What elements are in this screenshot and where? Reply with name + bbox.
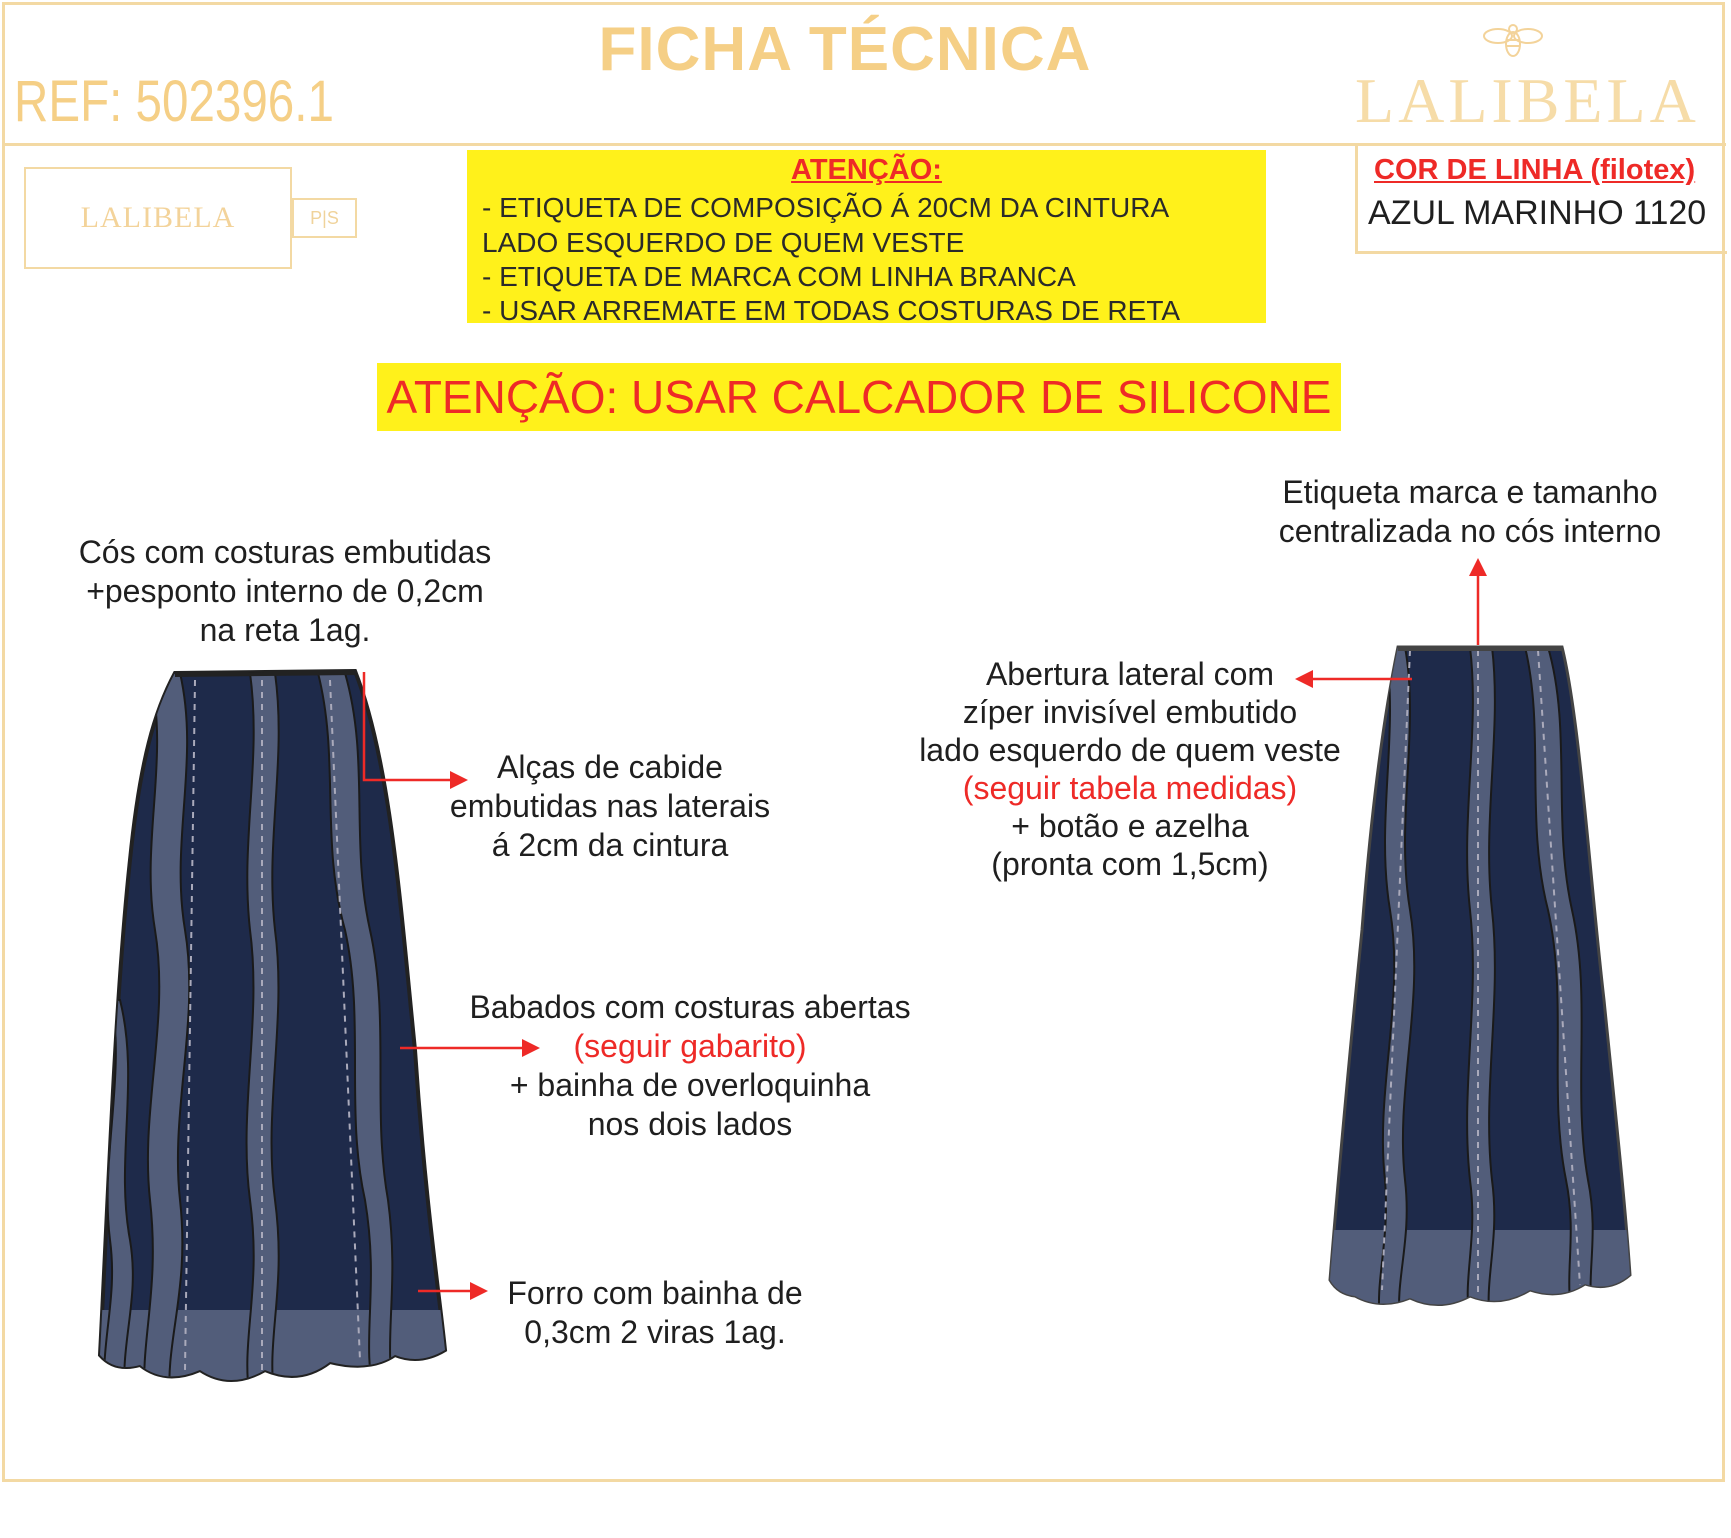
- note-line: Babados com costuras abertas: [469, 989, 911, 1025]
- label-brand-text: LALIBELA: [80, 201, 236, 234]
- thread-color-value: AZUL MARINHO 1120: [1368, 194, 1707, 232]
- attention-title: ATENÇÃO:: [791, 154, 942, 186]
- silicone-foot-warning: ATENÇÃO: USAR CALCADOR DE SILICONE: [377, 363, 1341, 431]
- note-line: Cós com costuras embutidas: [78, 534, 492, 570]
- page-title: FICHA TÉCNICA: [598, 15, 1092, 84]
- attention-line: - USAR ARREMATE EM TODAS COSTURAS DE RETA: [482, 295, 1181, 326]
- attention-line: - ETIQUETA DE MARCA COM LINHA BRANCA: [482, 261, 1076, 292]
- note-line: na reta 1ag.: [199, 612, 371, 648]
- note-line: Abertura lateral com: [985, 656, 1275, 692]
- note-line: Forro com bainha de: [507, 1275, 803, 1311]
- note-line: + bainha de overloquinha: [509, 1067, 871, 1103]
- note-line: á 2cm da cintura: [491, 827, 729, 863]
- brand-logo: LALIBELA: [1355, 65, 1700, 136]
- brand-label-note: [1250, 473, 1690, 551]
- thread-color-title: COR DE LINHA (filotex): [1374, 154, 1696, 186]
- note-line: centralizada no cós interno: [1278, 513, 1662, 549]
- size-label-tag: P|S: [292, 198, 357, 238]
- note-line: Etiqueta marca e tamanho: [1282, 474, 1658, 510]
- ruffles-note: [430, 988, 950, 1144]
- note-line: +pesponto interno de 0,2cm: [86, 573, 484, 609]
- note-line: lado esquerdo de quem veste: [919, 732, 1341, 768]
- hanger-loops-note: [410, 748, 810, 865]
- note-line: + botão e azelha: [1011, 808, 1249, 844]
- note-line: 0,3cm 2 viras 1ag.: [524, 1314, 786, 1350]
- note-line: embutidas nas laterais: [449, 788, 771, 824]
- note-line: zíper invisível embutido: [962, 694, 1298, 730]
- attention-line: LADO ESQUERDO DE QUEM VESTE: [482, 227, 965, 258]
- reference-code: REF: 502396.1: [14, 69, 334, 134]
- note-line: Alças de cabide: [497, 749, 723, 785]
- side-opening-note: [890, 655, 1370, 883]
- note-highlight: (seguir gabarito): [573, 1028, 807, 1064]
- note-highlight: (seguir tabela medidas): [962, 770, 1298, 806]
- note-line: nos dois lados: [587, 1106, 793, 1142]
- attention-line: - ETIQUETA DE COMPOSIÇÃO Á 20CM DA CINTURA: [482, 192, 1170, 223]
- lining-note: [470, 1274, 840, 1352]
- waistband-note: [30, 533, 540, 650]
- note-line: (pronta com 1,5cm): [991, 846, 1269, 882]
